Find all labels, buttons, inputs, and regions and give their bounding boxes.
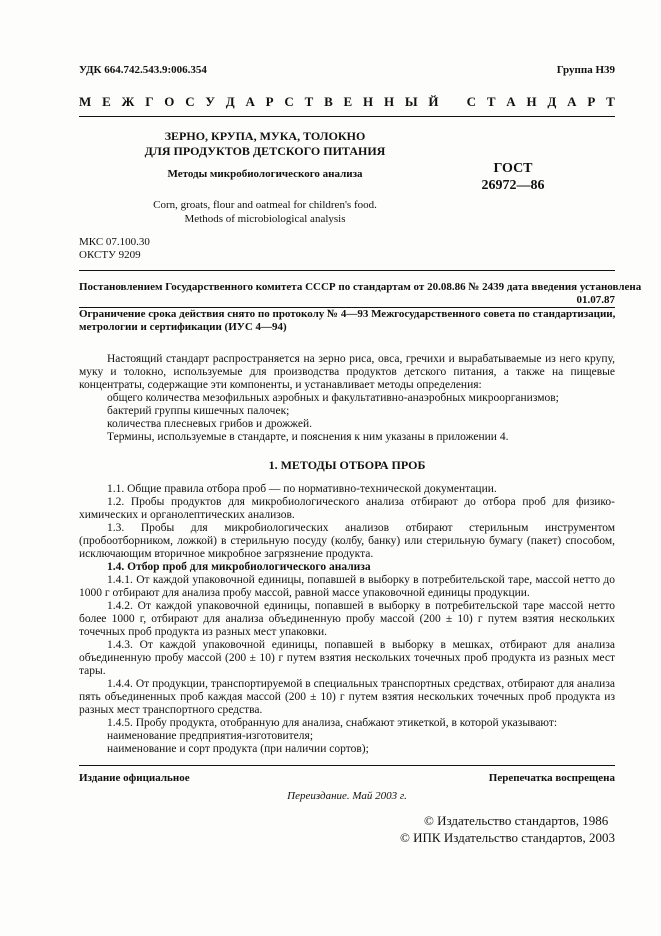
banner-letter: М	[79, 94, 92, 109]
copyright-block	[400, 812, 615, 846]
clause-1-4-3: 1.4.3. От каждой упаковочной единицы, попавшей в выборку в мешках, отбирают для анализа объединенную пробу массой (200 ± 10) г путем взятия нескольких точечных проб продукта из разных мест тары.	[79, 639, 615, 677]
banner-letter: Н	[526, 94, 537, 109]
banner-letter: С	[185, 94, 195, 109]
intro-item-1: общего количества мезофильных аэробных и факультативно-анаэробных микроорганизмов;	[107, 392, 559, 404]
clause-1-4-4: 1.4.4. От продукции, транспортируемой в специальных транспортных средствах, отбирают для анализа пять объединенных проб каждая массой (200 ± 10) г путем взятия нескольких точечных проб продукта из разных мест транспортного средства.	[79, 678, 615, 716]
copyright-1986: © Издательство стандартов, 1986	[424, 813, 609, 828]
banner-letter: Н	[383, 94, 395, 109]
banner-letter: Ы	[404, 94, 418, 109]
banner-letter: Е	[102, 94, 111, 109]
title-ru-line1: ЗЕРНО, КРУПА, МУКА, ТОЛОКНО	[164, 129, 366, 143]
banner-letter: Д	[547, 94, 557, 109]
banner-letter: С	[284, 94, 294, 109]
title-en	[110, 198, 420, 226]
intro-item-2: бактерий группы кишечных палочек;	[107, 405, 290, 417]
decree-date: 01.07.87	[576, 294, 615, 306]
title-ru-subtitle: Методы микробиологического анализа	[167, 168, 363, 180]
standard-banner	[79, 94, 615, 110]
banner-letter: Т	[606, 94, 615, 109]
banner-letter	[449, 94, 456, 110]
banner-letter: О	[164, 94, 175, 109]
banner-rule	[79, 116, 615, 117]
copyright-2003: © ИПК Издательство стандартов, 2003	[400, 830, 615, 845]
banner-letter: Н	[363, 94, 374, 109]
limit-block	[79, 308, 615, 334]
title-en-line2: Methods of microbiological analysis	[184, 213, 346, 225]
title-ru	[110, 129, 420, 159]
clause-1-4-5-item-b: наименование и сорт продукта (при наличии сортов);	[107, 743, 369, 755]
banner-letter: Е	[343, 94, 353, 109]
title-en-line1: Corn, groats, flour and oatmeal for children's food.	[153, 199, 377, 211]
decree-line1: Постановлением Государственного комитета СССР по стандартам от 20.08.86 № 2439 дата введения установлена	[79, 281, 642, 293]
intro-terms: Термины, используемые в стандарте, и пояснения к ним указаны в приложении 4.	[107, 431, 509, 443]
clause-1-4-2: 1.4.2. От каждой упаковочной единицы, попавшей в выборку в потребительской таре массой нетто более 1000 г, отбирают для анализа объединенную пробу массой (200 ± 10) г путем взятия нескольких точечных проб продукта из разных мест упаковки.	[79, 600, 615, 638]
group-code: Группа Н39	[556, 64, 615, 76]
codes-rule	[79, 270, 615, 271]
banner-letter: С	[466, 94, 477, 109]
standard-banner-text	[79, 94, 615, 110]
banner-letter: А	[567, 94, 577, 109]
banner-letter: Т	[304, 94, 314, 109]
banner-letter: Т	[486, 94, 496, 109]
official-edition: Издание официальное	[79, 772, 190, 784]
banner-letter: А	[506, 94, 516, 109]
banner-letter: Й	[428, 94, 439, 109]
banner-letter: Р	[587, 94, 596, 109]
section1-body	[79, 483, 615, 756]
footer-rule	[79, 765, 615, 766]
reissue-note: Переиздание. Май 2003 г.	[287, 790, 407, 802]
banner-letter: Р	[265, 94, 274, 109]
gost-designation	[470, 160, 556, 194]
clause-1-4-5-item-a: наименование предприятия-изготовителя;	[107, 730, 314, 742]
banner-letter: А	[245, 94, 255, 109]
section1-heading: 1. МЕТОДЫ ОТБОРА ПРОБ	[268, 458, 426, 472]
clause-1-2: 1.2. Пробы продуктов для микробиологического анализа отбирают до отбора проб для физико-химических и органолептических анализов.	[79, 496, 615, 521]
banner-letter: Ж	[121, 94, 135, 109]
okstu-code: ОКСТУ 9209	[79, 249, 141, 261]
classification-codes	[79, 236, 150, 262]
limit-line2: метрологии и сертификации (ИУС 4—94)	[79, 321, 287, 333]
decree-block	[79, 281, 642, 307]
title-ru-line2: ДЛЯ ПРОДУКТОВ ДЕТСКОГО ПИТАНИЯ	[144, 144, 386, 158]
intro-item-3: количества плесневых грибов и дрожжей.	[107, 418, 312, 430]
clause-1-3: 1.3. Пробы для микробиологических анализов отбирают стерильным инструментом (пробоотборником, ложкой) в стерильную посуду (колбу, банку) или стерильную бумагу (пакет) способом, исключающим вторичное микробное загрязнение продукта.	[79, 522, 615, 560]
limit-line1: Ограничение срока действия снято по протоколу № 4—93 Межгосударственного совета по стандартизации,	[79, 308, 616, 320]
clause-1-4-5: 1.4.5. Пробу продукта, отобранную для анализа, снабжают этикеткой, в которой указывают:	[107, 717, 558, 729]
gost-number: 26972—86	[481, 178, 545, 193]
intro-section	[79, 353, 615, 444]
clause-1-4-1: 1.4.1. От каждой упаковочной единицы, попавшей в выборку в потребительской таре, массой нетто до 1000 г отбирают для анализа пробу массой, равной массе упаковочной единицы продукции.	[79, 574, 615, 599]
mks-code: МКС 07.100.30	[79, 236, 150, 248]
clause-1-4-title: 1.4. Отбор проб для микробиологического анализа	[107, 561, 371, 573]
banner-letter: У	[205, 94, 215, 109]
banner-letter: Г	[145, 94, 154, 109]
gost-label: ГОСТ	[493, 161, 533, 176]
clause-1-1: 1.1. Общие правила отбора проб — по нормативно-технической документации.	[107, 483, 497, 495]
udk-code: УДК 664.742.543.9:006.354	[79, 64, 207, 76]
reprint-prohibited: Перепечатка воспрещена	[488, 772, 615, 784]
banner-letter: Д	[225, 94, 235, 109]
banner-letter: В	[324, 94, 333, 109]
intro-paragraph: Настоящий стандарт распространяется на зерно риса, овса, гречихи и вырабатываемые из него крупу, муку и толокно, используемые для производства продуктов детского питания, а также на пищевые концентраты, содержащие эти компоненты, и устанавливает методы определения:	[79, 353, 615, 391]
